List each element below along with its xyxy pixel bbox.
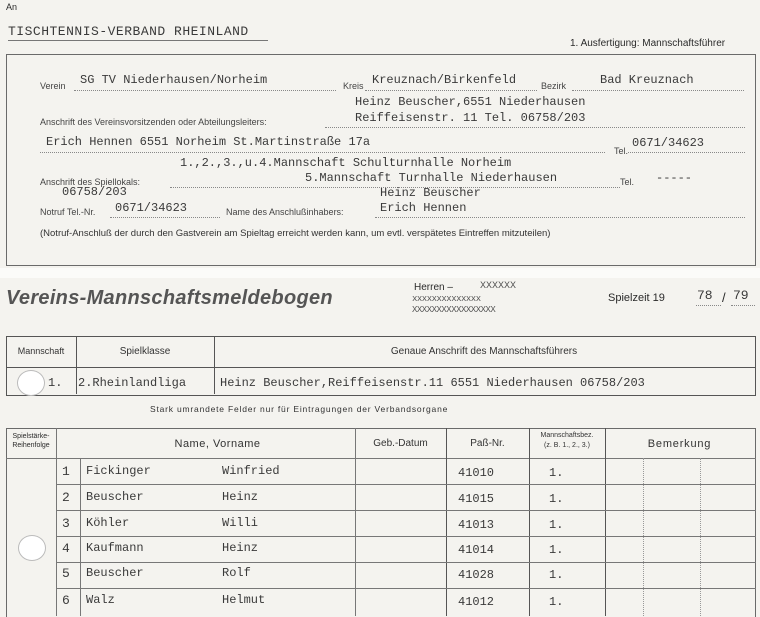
row-pass: 41015	[458, 492, 495, 506]
row-nr: 6	[62, 593, 70, 608]
herren-struck: XXXXXX	[480, 281, 517, 292]
verein-value: SG TV Niederhausen/Norheim	[80, 73, 268, 87]
row-vorname: Rolf	[222, 566, 251, 580]
herren-label: Herren –	[414, 282, 453, 293]
row-vorname: Winfried	[222, 464, 280, 478]
punch-hole	[17, 370, 45, 396]
verein-label: Verein	[40, 81, 66, 91]
tel-label: Tel.	[614, 146, 629, 156]
tel-value: 0671/34623	[632, 136, 705, 150]
col-mannschaftsbez-hint: (z. B. 1., 2., 3.)	[544, 442, 590, 449]
row-pass: 41013	[458, 518, 495, 532]
row-mannschaft: 1.	[549, 595, 564, 609]
row-pass: 41028	[458, 568, 495, 582]
col-mannschaftsbez: Mannschaftsbez.	[540, 432, 594, 439]
verband-name: TISCHTENNIS-VERBAND RHEINLAND	[8, 24, 249, 39]
an-label: An	[6, 2, 18, 12]
spiellokal-line2: 5.Mannschaft Turnhalle Niederhausen	[305, 171, 558, 185]
notice-text: Stark umrandete Felder nur für Eintragungen der Verbandsorgane	[150, 404, 449, 414]
col-bemerkung: Bemerkung	[647, 438, 712, 450]
punch-hole	[18, 535, 46, 561]
spielzeit-slash: /	[722, 290, 726, 305]
row-mannschaft: 1.	[549, 543, 564, 557]
spiellokal-label: Anschrift des Spiellokals:	[40, 177, 141, 187]
row-name: Beuscher	[86, 490, 144, 504]
vorsitz-name: Heinz Beuscher,6551 Niederhausen	[355, 95, 586, 109]
team-spielklasse: 2.Rheinlandliga	[78, 376, 187, 390]
spielzeit-year2: 79	[733, 288, 749, 303]
row-mannschaft: 1.	[549, 568, 564, 582]
row-name: Fickinger	[86, 464, 151, 478]
notruf-value: 0671/34623	[115, 201, 188, 215]
col-spielklasse: Spielklasse	[119, 346, 171, 357]
struck-line2: xxxxxxxxxxxxxx	[412, 294, 481, 304]
team-anschrift: Heinz Beuscher,Reiffeisenstr.11 6551 Niederhausen 06758/203	[220, 376, 645, 390]
row-pass: 41012	[458, 595, 495, 609]
bezirk-value: Bad Kreuznach	[600, 73, 694, 87]
col-name: Name, Vorname	[174, 438, 261, 450]
ausfertigung-label: 1. Ausfertigung: Mannschaftsführer	[570, 38, 726, 49]
tel2-value: -----	[656, 171, 693, 185]
col-anschrift: Genaue Anschrift des Mannschaftsführers	[390, 346, 578, 357]
row-mannschaft: 1.	[549, 518, 564, 532]
row-vorname: Helmut	[222, 593, 266, 607]
row-nr: 3	[62, 516, 70, 531]
col-passnummer: Paß-Nr.	[470, 438, 505, 449]
row-nr: 5	[62, 566, 70, 581]
row-name: Walz	[86, 593, 115, 607]
row-pass: 41010	[458, 466, 495, 480]
row-mannschaft: 1.	[549, 492, 564, 506]
kreis-label: Kreis	[343, 81, 364, 91]
team-mannschaft: 1.	[48, 376, 63, 390]
form-title: Vereins-Mannschaftsmeldebogen	[6, 287, 333, 309]
row-mannschaft: 1.	[549, 466, 564, 480]
row-pass: 41014	[458, 543, 495, 557]
col-reihenfolge: Spielstärke-Reihenfolge	[12, 433, 50, 449]
col-mannschaft: Mannschaft	[17, 346, 65, 356]
abteilungsleiter-adresse: Erich Hennen 6551 Norheim St.Martinstraße 17a	[46, 135, 371, 149]
notruf-label: Notruf Tel.-Nr.	[40, 207, 96, 217]
row-vorname: Willi	[222, 516, 259, 530]
row-nr: 2	[62, 490, 70, 505]
bezirk-label: Bezirk	[541, 81, 567, 91]
struck-line3: XXXXXXXXXXXXXXXXX	[412, 305, 496, 315]
spielzeit-label: Spielzeit 19	[608, 292, 665, 304]
anschrift-vorsitz-label: Anschrift des Vereinsvorsitzenden oder Abteilungsleiters:	[40, 117, 267, 127]
row-name: Kaufmann	[86, 541, 144, 555]
kreis-value: Kreuznach/Birkenfeld	[372, 73, 517, 87]
anschlussinhaber-value: Erich Hennen	[380, 201, 467, 215]
row-name: Beuscher	[86, 566, 144, 580]
tel2-label: Tel.	[620, 177, 635, 187]
row-name: Köhler	[86, 516, 130, 530]
notruf-note: (Notruf-Anschluß der durch den Gastverein am Spieltag erreicht werden kann, um evtl. verspätetes Eintreffen mitzuteilen)	[40, 228, 551, 239]
col-geburtsdatum: Geb.-Datum	[373, 438, 428, 449]
spielzeit-year1: 78	[697, 288, 713, 303]
row-vorname: Heinz	[222, 541, 259, 555]
heinz-name: Heinz Beuscher	[380, 186, 481, 200]
anschlussinhaber-label: Name des Anschlußinhabers:	[226, 207, 344, 217]
tel3-value: 06758/203	[62, 185, 127, 199]
row-nr: 4	[62, 541, 70, 556]
spiellokal-line1: 1.,2.,3.,u.4.Mannschaft Schulturnhalle Norheim	[180, 156, 512, 170]
vorsitz-adresse: Reiffeisenstr. 11 Tel. 06758/203	[355, 111, 586, 125]
row-nr: 1	[62, 464, 70, 479]
row-vorname: Heinz	[222, 490, 259, 504]
